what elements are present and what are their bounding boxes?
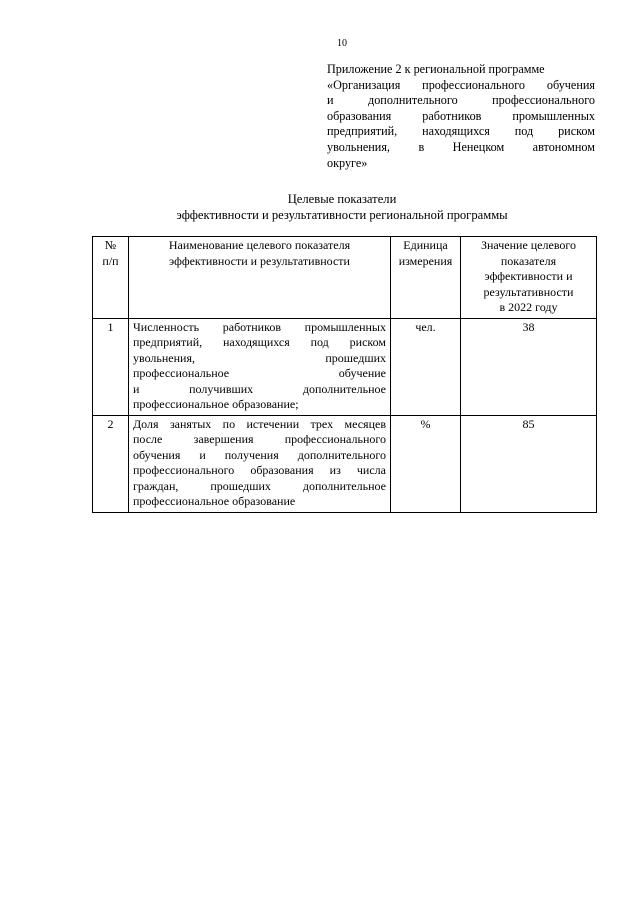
appendix-line: образования работников промышленных	[327, 108, 595, 123]
row-name	[129, 318, 391, 415]
table-row	[93, 318, 597, 415]
appendix-line: «Организация профессионального обучения	[327, 77, 595, 92]
header-line: Наименование целевого показателя	[168, 238, 351, 252]
header-line: эффективности и	[484, 269, 573, 283]
row-name	[129, 415, 391, 512]
document-heading	[0, 191, 640, 223]
row-name-line: профессионального образования из числа	[133, 463, 386, 477]
header-line: эффективности и результативности	[169, 253, 350, 268]
row-num: 2	[93, 415, 129, 512]
header-line: Единица	[403, 238, 448, 252]
appendix-line: предприятий, находящихся под риском	[327, 124, 595, 139]
row-name-line: профессиональное обучение	[133, 366, 386, 380]
row-name-line: предприятий, находящихся под риском	[133, 335, 386, 349]
header-line: Значение целевого	[480, 238, 577, 252]
header-value	[461, 237, 597, 319]
row-name-line: Доля занятых по истечении трех месяцев	[133, 416, 386, 431]
page-number: 10	[337, 38, 347, 49]
appendix-caption	[327, 62, 595, 171]
row-name-line: после завершения профессионального	[133, 432, 386, 446]
heading-title: Целевые показатели	[287, 192, 397, 206]
row-value: 85	[461, 415, 597, 512]
header-line: показателя	[500, 253, 557, 268]
appendix-line: округе»	[327, 155, 368, 170]
header-unit	[391, 237, 461, 319]
row-name-line: профессиональное образование;	[133, 397, 299, 411]
header-num	[93, 237, 129, 319]
row-value: 38	[461, 318, 597, 415]
header-name	[129, 237, 391, 319]
row-name-line: и получивших дополнительное	[133, 381, 386, 396]
indicators-table	[92, 236, 597, 513]
header-line: п/п	[102, 253, 119, 268]
appendix-line: Приложение 2 к региональной программе	[327, 62, 545, 76]
table-row	[93, 415, 597, 512]
row-name-line: обучения и получения дополнительного	[133, 447, 386, 462]
appendix-line: и дополнительного профессионального	[327, 93, 595, 108]
row-unit: %	[391, 415, 461, 512]
table-header-row	[93, 237, 597, 319]
row-unit: чел.	[391, 318, 461, 415]
header-line: измерения	[398, 253, 453, 268]
row-name-line: граждан, прошедших дополнительное	[133, 478, 386, 493]
header-line: в 2022 году	[499, 300, 558, 314]
row-name-line: Численность работников промышленных	[133, 319, 386, 334]
header-line: №	[104, 238, 117, 252]
row-num: 1	[93, 318, 129, 415]
appendix-line: увольнения, в Ненецком автономном	[327, 139, 595, 154]
heading-subtitle: эффективности и результативности региональной программы	[176, 208, 508, 222]
row-name-line: увольнения, прошедших	[133, 350, 386, 365]
header-line: результативности	[483, 284, 574, 299]
row-name-line: профессиональное образование	[133, 494, 296, 508]
